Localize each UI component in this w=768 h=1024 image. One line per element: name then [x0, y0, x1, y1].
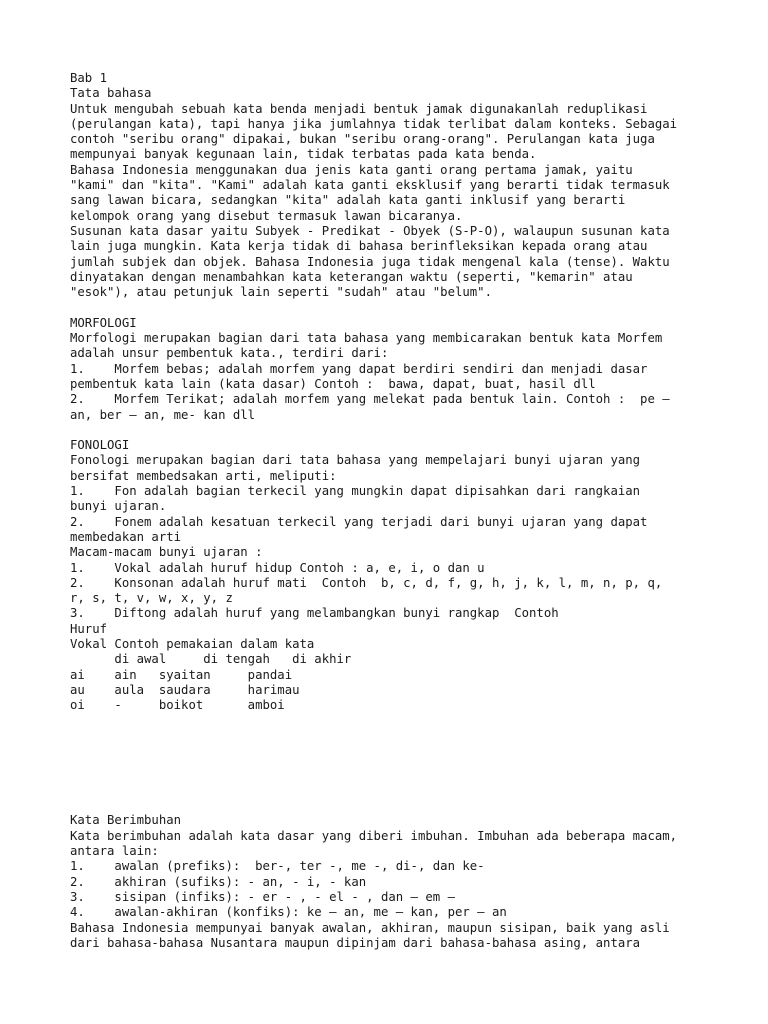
- intro-line: contoh "seribu orang" dipakai, bukan "seribu orang-orang". Perulangan kata juga: [70, 132, 655, 147]
- spacer: [70, 423, 760, 438]
- section-heading-fonologi: FONOLOGI: [70, 438, 130, 453]
- intro-line: sang lawan bicara, sedangkan "kita" adalah kata ganti inklusif yang berarti: [70, 193, 626, 208]
- intro-line: "esok"), atau petunjuk lain seperti "sudah" atau "belum".: [70, 285, 492, 300]
- diftong-table-row: au aula saudara harimau: [70, 682, 300, 697]
- morfologi-line: pembentuk kata lain (kata dasar) Contoh : bawa, dapat, buat, hasil dll: [70, 376, 596, 391]
- intro-line: kelompok orang yang disebut termasuk lawan bicaranya.: [70, 208, 463, 223]
- fonologi-line: bunyi ujaran.: [70, 499, 167, 514]
- intro-line: mempunyai banyak kegunaan lain, tidak terbatas pada kata benda.: [70, 147, 537, 162]
- fonologi-line: bersifat membedsakan arti, meliputi:: [70, 468, 337, 483]
- section-heading-morfologi: MORFOLOGI: [70, 315, 137, 330]
- imbuhan-line: Kata berimbuhan adalah kata dasar yang diberi imbuhan. Imbuhan ada beberapa macam,: [70, 828, 678, 843]
- spacer: [70, 300, 760, 315]
- fonologi-line: Huruf: [70, 621, 108, 636]
- diftong-table-header: di awal di tengah di akhir: [70, 652, 352, 667]
- morfologi-line: Morfologi merupakan bagian dari tata bahasa yang membicarakan bentuk kata Morfem: [70, 331, 663, 346]
- imbuhan-line: 3. sisipan (infiks): - er - , - el - , dan – em –: [70, 889, 455, 904]
- spacer: [70, 713, 760, 813]
- intro-line: dinyatakan dengan menambahkan kata keterangan waktu (seperti, "kemarin" atau: [70, 269, 633, 284]
- diftong-table-row: oi - boikot amboi: [70, 698, 285, 713]
- diftong-table-row: ai ain syaitan pandai: [70, 667, 293, 682]
- intro-line: "kami" dan "kita". "Kami" adalah kata ganti eksklusif yang berarti tidak termasuk: [70, 178, 670, 193]
- morfologi-line: an, ber – an, me- kan dll: [70, 407, 256, 422]
- imbuhan-line: 2. akhiran (sufiks): - an, - i, - kan: [70, 874, 367, 889]
- morfologi-section: [70, 316, 760, 423]
- fonologi-line: 1. Fon adalah bagian terkecil yang mungkin dapat dipisahkan dari rangkaian: [70, 484, 641, 499]
- intro-line: (perulangan kata), tapi hanya jika jumlahnya tidak terlibat dalam konteks. Sebagai: [70, 116, 678, 131]
- fonologi-line: 3. Diftong adalah huruf yang melambangkan bunyi rangkap Contoh: [70, 606, 559, 621]
- fonologi-line: Macam-macam bunyi ujaran :: [70, 545, 263, 560]
- imbuhan-line: antara lain:: [70, 844, 159, 859]
- fonologi-section: [70, 438, 760, 713]
- intro-line: Untuk mengubah sebuah kata benda menjadi bentuk jamak digunakanlah reduplikasi: [70, 101, 648, 116]
- imbuhan-line: 1. awalan (prefiks): ber-, ter -, me -, di-, dan ke-: [70, 859, 485, 874]
- intro-line: Bahasa Indonesia menggunakan dua jenis kata ganti orang pertama jamak, yaitu: [70, 162, 633, 177]
- intro-line: Susunan kata dasar yaitu Subyek - Predikat - Obyek (S-P-O), walaupun susunan kata: [70, 223, 670, 238]
- fonologi-line: membedakan arti: [70, 529, 182, 544]
- section-heading-kata-berimbuhan: Kata Berimbuhan: [70, 813, 182, 828]
- imbuhan-line: Bahasa Indonesia mempunyai banyak awalan, akhiran, maupun sisipan, baik yang asli: [70, 920, 670, 935]
- fonologi-line: 1. Vokal adalah huruf hidup Contoh : a, e, i, o dan u: [70, 560, 485, 575]
- imbuhan-line: 4. awalan-akhiran (konfiks): ke – an, me – kan, per – an: [70, 905, 507, 920]
- fonologi-line: r, s, t, v, w, x, y, z: [70, 591, 233, 606]
- imbuhan-section: [70, 813, 760, 951]
- morfologi-line: adalah unsur pembentuk kata., terdiri dari:: [70, 346, 389, 361]
- intro-line: jumlah subjek dan objek. Bahasa Indonesia juga tidak mengenal kala (tense). Waktu: [70, 254, 670, 269]
- intro-section: [70, 102, 760, 301]
- morfologi-line: 2. Morfem Terikat; adalah morfem yang melekat pada bentuk lain. Contoh : pe –: [70, 392, 670, 407]
- intro-line: lain juga mungkin. Kata kerja tidak di bahasa berinfleksikan kepada orang atau: [70, 239, 648, 254]
- document-title: Tata bahasa: [70, 86, 152, 101]
- fonologi-line: Fonologi merupakan bagian dari tata bahasa yang mempelajari bunyi ujaran yang: [70, 453, 641, 468]
- imbuhan-line: dari bahasa-bahasa Nusantara maupun dipinjam dari bahasa-bahasa asing, antara: [70, 935, 641, 950]
- document-page: [70, 71, 760, 951]
- chapter-label: Bab 1: [70, 71, 108, 85]
- fonologi-line: 2. Konsonan adalah huruf mati Contoh b, c, d, f, g, h, j, k, l, m, n, p, q,: [70, 575, 663, 590]
- fonologi-line: 2. Fonem adalah kesatuan terkecil yang terjadi dari bunyi ujaran yang dapat: [70, 514, 648, 529]
- fonologi-line: Vokal Contoh pemakaian dalam kata: [70, 636, 315, 651]
- morfologi-line: 1. Morfem bebas; adalah morfem yang dapat berdiri sendiri dan menjadi dasar: [70, 361, 648, 376]
